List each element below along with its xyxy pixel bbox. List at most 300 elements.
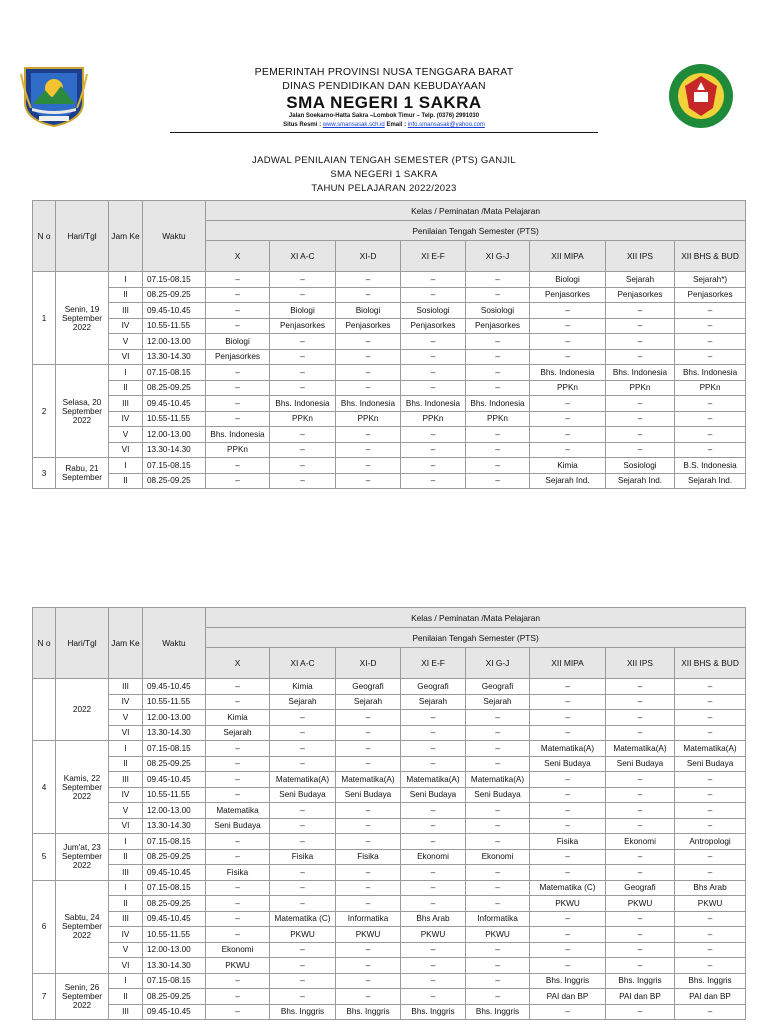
subject-cell: PPKn bbox=[530, 380, 606, 396]
subject-cell: – bbox=[270, 287, 336, 303]
subject-cell: – bbox=[336, 458, 401, 474]
subject-cell: Penjasorkes bbox=[530, 287, 606, 303]
subject-cell: – bbox=[675, 927, 746, 943]
subject-cell: Sejarah Ind. bbox=[606, 473, 675, 489]
period-time: 08.25-09.25 bbox=[143, 473, 206, 489]
table-row bbox=[33, 741, 746, 757]
subject-cell: – bbox=[606, 396, 675, 412]
header-no: N o bbox=[33, 201, 56, 272]
subject-cell: – bbox=[206, 896, 270, 912]
subject-cell: – bbox=[530, 803, 606, 819]
subject-cell: Sejarah bbox=[270, 694, 336, 710]
subject-cell: – bbox=[206, 880, 270, 896]
subject-cell: – bbox=[401, 803, 466, 819]
period-time: 09.45-10.45 bbox=[143, 772, 206, 788]
period-number: II bbox=[109, 380, 143, 396]
header-jam: Jam Ke bbox=[109, 608, 143, 679]
period-number: II bbox=[109, 989, 143, 1005]
subject-cell: – bbox=[466, 958, 530, 974]
table-row bbox=[33, 865, 746, 881]
subject-cell: – bbox=[401, 818, 466, 834]
school-name: SMA NEGERI 1 SAKRA bbox=[286, 93, 482, 112]
schedule-table-1 bbox=[32, 200, 746, 489]
subject-cell: PAI dan BP bbox=[675, 989, 746, 1005]
header-class-col: XII BHS & BUD bbox=[675, 241, 746, 272]
subject-cell: – bbox=[675, 427, 746, 443]
table-row bbox=[33, 349, 746, 365]
subject-cell: – bbox=[466, 818, 530, 834]
subject-cell: PPKn bbox=[401, 411, 466, 427]
subject-cell: – bbox=[466, 896, 530, 912]
subject-cell: – bbox=[336, 973, 401, 989]
period-time: 12.00-13.00 bbox=[143, 334, 206, 350]
subject-cell: Fisika bbox=[336, 849, 401, 865]
subject-cell: – bbox=[206, 989, 270, 1005]
subject-cell: – bbox=[530, 318, 606, 334]
subject-cell: – bbox=[206, 849, 270, 865]
subject-cell: – bbox=[206, 741, 270, 757]
table-row bbox=[33, 318, 746, 334]
subject-cell: – bbox=[606, 411, 675, 427]
period-time: 07.15-08.15 bbox=[143, 458, 206, 474]
subject-cell: Penjasorkes bbox=[401, 318, 466, 334]
period-number: III bbox=[109, 679, 143, 695]
table-row bbox=[33, 710, 746, 726]
subject-cell: – bbox=[606, 942, 675, 958]
day-date: Senin, 26 September 2022 bbox=[56, 973, 109, 1020]
subject-cell: – bbox=[530, 942, 606, 958]
subject-cell: – bbox=[336, 896, 401, 912]
header-class-col: XII BHS & BUD bbox=[675, 648, 746, 679]
subject-cell: Sejarah bbox=[606, 272, 675, 288]
subject-cell: – bbox=[606, 710, 675, 726]
subject-cell: Seni Budaya bbox=[675, 756, 746, 772]
period-time: 08.25-09.25 bbox=[143, 756, 206, 772]
period-time: 10.55-11.55 bbox=[143, 411, 206, 427]
period-time: 08.25-09.25 bbox=[143, 896, 206, 912]
period-time: 08.25-09.25 bbox=[143, 989, 206, 1005]
period-time: 12.00-13.00 bbox=[143, 803, 206, 819]
period-time: 12.00-13.00 bbox=[143, 427, 206, 443]
subject-cell: Matematika(A) bbox=[530, 741, 606, 757]
period-time: 09.45-10.45 bbox=[143, 911, 206, 927]
subject-cell: Bhs. Indonesia bbox=[206, 427, 270, 443]
subject-cell: Matematika(A) bbox=[401, 772, 466, 788]
subject-cell: Geografi bbox=[401, 679, 466, 695]
subject-cell: Bhs. Indonesia bbox=[675, 365, 746, 381]
subject-cell: – bbox=[466, 803, 530, 819]
table-row bbox=[33, 911, 746, 927]
subject-cell: – bbox=[466, 272, 530, 288]
subject-cell: – bbox=[401, 365, 466, 381]
subject-cell: – bbox=[336, 880, 401, 896]
subject-cell: Bhs. Inggris bbox=[466, 1004, 530, 1020]
subject-cell: Bhs Arab bbox=[401, 911, 466, 927]
subject-cell: – bbox=[270, 958, 336, 974]
subject-cell: Seni Budaya bbox=[336, 787, 401, 803]
header-time: Waktu bbox=[143, 608, 206, 679]
subject-cell: Bhs. Inggris bbox=[270, 1004, 336, 1020]
subject-cell: – bbox=[606, 318, 675, 334]
subject-cell: – bbox=[675, 958, 746, 974]
period-number: III bbox=[109, 772, 143, 788]
subject-cell: – bbox=[606, 958, 675, 974]
subject-cell: – bbox=[401, 710, 466, 726]
subject-cell: Sejarah bbox=[401, 694, 466, 710]
subject-cell: – bbox=[675, 694, 746, 710]
subject-cell: Bhs. Indonesia bbox=[270, 396, 336, 412]
subject-cell: – bbox=[675, 396, 746, 412]
day-date: Senin, 19 September 2022 bbox=[56, 272, 109, 365]
subject-cell: – bbox=[466, 741, 530, 757]
subject-cell: – bbox=[270, 942, 336, 958]
subject-cell: – bbox=[466, 865, 530, 881]
subject-cell: – bbox=[466, 942, 530, 958]
subject-cell: – bbox=[530, 411, 606, 427]
subject-cell: – bbox=[466, 458, 530, 474]
table-row bbox=[33, 365, 746, 381]
subject-cell: – bbox=[206, 318, 270, 334]
subject-cell: – bbox=[270, 865, 336, 881]
subject-cell: – bbox=[336, 380, 401, 396]
period-number: V bbox=[109, 803, 143, 819]
period-number: I bbox=[109, 365, 143, 381]
period-time: 07.15-08.15 bbox=[143, 834, 206, 850]
subject-cell: PKWU bbox=[206, 958, 270, 974]
header-class-col: XII MIPA bbox=[530, 648, 606, 679]
subject-cell: – bbox=[401, 272, 466, 288]
period-time: 09.45-10.45 bbox=[143, 396, 206, 412]
subject-cell: Informatika bbox=[336, 911, 401, 927]
subject-cell: – bbox=[675, 303, 746, 319]
table-row bbox=[33, 989, 746, 1005]
header-class-col: XI-D bbox=[336, 648, 401, 679]
subject-cell: – bbox=[206, 365, 270, 381]
subject-cell: – bbox=[336, 334, 401, 350]
day-date: Jum'at, 23 September 2022 bbox=[56, 834, 109, 881]
subject-cell: Geografi bbox=[606, 880, 675, 896]
header-class-col: XI E-F bbox=[401, 241, 466, 272]
header-class-col: XII IPS bbox=[606, 241, 675, 272]
subject-cell: – bbox=[606, 334, 675, 350]
period-number: II bbox=[109, 287, 143, 303]
subject-cell: – bbox=[270, 710, 336, 726]
subject-cell: – bbox=[270, 834, 336, 850]
period-time: 13.30-14.30 bbox=[143, 725, 206, 741]
subject-cell: – bbox=[530, 349, 606, 365]
subject-cell: – bbox=[336, 349, 401, 365]
table-row bbox=[33, 411, 746, 427]
table-row bbox=[33, 380, 746, 396]
subject-cell: – bbox=[530, 865, 606, 881]
header-row bbox=[33, 608, 746, 628]
subject-cell: Bhs. Inggris bbox=[336, 1004, 401, 1020]
header-class-col: XII IPS bbox=[606, 648, 675, 679]
subject-cell: – bbox=[606, 818, 675, 834]
subject-cell: – bbox=[530, 787, 606, 803]
subject-cell: – bbox=[530, 1004, 606, 1020]
subject-cell: – bbox=[336, 756, 401, 772]
subject-cell: – bbox=[675, 349, 746, 365]
subject-cell: – bbox=[675, 911, 746, 927]
period-number: III bbox=[109, 865, 143, 881]
table-row bbox=[33, 880, 746, 896]
subject-cell: – bbox=[606, 694, 675, 710]
subject-cell: – bbox=[270, 473, 336, 489]
table-row bbox=[33, 1004, 746, 1020]
subject-cell: – bbox=[401, 942, 466, 958]
subject-cell: – bbox=[466, 880, 530, 896]
subject-cell: – bbox=[401, 473, 466, 489]
subject-cell: – bbox=[466, 442, 530, 458]
website-link[interactable]: www.smansasak.sch.id bbox=[322, 122, 385, 128]
table-row bbox=[33, 303, 746, 319]
header-class-col: XI A-C bbox=[270, 648, 336, 679]
subject-cell: – bbox=[206, 458, 270, 474]
doc-year: TAHUN PELAJARAN 2022/2023 bbox=[311, 183, 457, 194]
header-group: Kelas / Peminatan /Mata Pelajaran bbox=[206, 608, 746, 628]
table-row bbox=[33, 973, 746, 989]
period-time: 13.30-14.30 bbox=[143, 442, 206, 458]
subject-cell: – bbox=[206, 396, 270, 412]
subject-cell: – bbox=[401, 349, 466, 365]
header-class-col: XI G-J bbox=[466, 648, 530, 679]
subject-cell: – bbox=[675, 725, 746, 741]
period-number: I bbox=[109, 272, 143, 288]
subject-cell: – bbox=[206, 411, 270, 427]
subject-cell: – bbox=[675, 318, 746, 334]
subject-cell: Penjasorkes bbox=[270, 318, 336, 334]
period-number: I bbox=[109, 741, 143, 757]
period-number: VI bbox=[109, 442, 143, 458]
subject-cell: – bbox=[206, 1004, 270, 1020]
subject-cell: – bbox=[530, 772, 606, 788]
day-number: 4 bbox=[33, 741, 56, 834]
subject-cell: Bhs. Indonesia bbox=[530, 365, 606, 381]
subject-cell: – bbox=[206, 772, 270, 788]
email-link[interactable]: info.smansasak@yahoo.com bbox=[407, 122, 485, 128]
period-number: II bbox=[109, 849, 143, 865]
period-number: V bbox=[109, 334, 143, 350]
subject-cell: – bbox=[530, 849, 606, 865]
day-number: 3 bbox=[33, 458, 56, 489]
subject-cell: – bbox=[336, 958, 401, 974]
period-time: 10.55-11.55 bbox=[143, 927, 206, 943]
subject-cell: Sejarah bbox=[466, 694, 530, 710]
subject-cell: PKWU bbox=[336, 927, 401, 943]
subject-cell: – bbox=[270, 725, 336, 741]
subject-cell: – bbox=[675, 818, 746, 834]
doc-school: SMA NEGERI 1 SAKRA bbox=[330, 169, 438, 180]
day-number: 5 bbox=[33, 834, 56, 881]
subject-cell: – bbox=[606, 803, 675, 819]
subject-cell: Kimia bbox=[530, 458, 606, 474]
subject-cell: Sejarah bbox=[336, 694, 401, 710]
subject-cell: – bbox=[206, 272, 270, 288]
subject-cell: – bbox=[206, 927, 270, 943]
subject-cell: – bbox=[401, 896, 466, 912]
subject-cell: – bbox=[530, 818, 606, 834]
header-subgroup: Penilaian Tengah Semester (PTS) bbox=[206, 221, 746, 241]
subject-cell: Geografi bbox=[466, 679, 530, 695]
table-row bbox=[33, 927, 746, 943]
period-time: 07.15-08.15 bbox=[143, 973, 206, 989]
subject-cell: PPKn bbox=[675, 380, 746, 396]
subject-cell: PKWU bbox=[466, 927, 530, 943]
subject-cell: Matematika(A) bbox=[270, 772, 336, 788]
subject-cell: Penjasorkes bbox=[675, 287, 746, 303]
table-row bbox=[33, 725, 746, 741]
table-row bbox=[33, 849, 746, 865]
subject-cell: – bbox=[270, 272, 336, 288]
day-date: Rabu, 21 September bbox=[56, 458, 109, 489]
subject-cell: Biologi bbox=[336, 303, 401, 319]
subject-cell: – bbox=[530, 427, 606, 443]
subject-cell: Penjasorkes bbox=[466, 318, 530, 334]
subject-cell: Penjasorkes bbox=[206, 349, 270, 365]
period-time: 13.30-14.30 bbox=[143, 958, 206, 974]
subject-cell: – bbox=[401, 880, 466, 896]
subject-cell: – bbox=[606, 679, 675, 695]
subject-cell: Matematika (C) bbox=[270, 911, 336, 927]
subject-cell: – bbox=[530, 927, 606, 943]
subject-cell: – bbox=[270, 973, 336, 989]
subject-cell: PPKn bbox=[336, 411, 401, 427]
subject-cell: – bbox=[530, 303, 606, 319]
period-number: V bbox=[109, 710, 143, 726]
subject-cell: Ekonomi bbox=[206, 942, 270, 958]
subject-cell: – bbox=[336, 287, 401, 303]
subject-cell: – bbox=[270, 365, 336, 381]
period-number: I bbox=[109, 834, 143, 850]
subject-cell: – bbox=[606, 349, 675, 365]
period-number: II bbox=[109, 756, 143, 772]
subject-cell: – bbox=[466, 365, 530, 381]
gov-line: PEMERINTAH PROVINSI NUSA TENGGARA BARAT bbox=[254, 66, 514, 78]
period-time: 07.15-08.15 bbox=[143, 880, 206, 896]
day-number: 2 bbox=[33, 365, 56, 458]
subject-cell: Penjasorkes bbox=[606, 287, 675, 303]
subject-cell: – bbox=[466, 473, 530, 489]
contact-line bbox=[0, 122, 768, 128]
subject-cell: PAI dan BP bbox=[606, 989, 675, 1005]
subject-cell: Matematika(A) bbox=[336, 772, 401, 788]
subject-cell: – bbox=[675, 710, 746, 726]
subject-cell: – bbox=[401, 865, 466, 881]
period-time: 12.00-13.00 bbox=[143, 710, 206, 726]
subject-cell: – bbox=[336, 942, 401, 958]
subject-cell: – bbox=[466, 989, 530, 1005]
school-address: Jalan Soekarno-Hatta Sakra –Lombok Timur – Telp. (0376) 2991030 bbox=[288, 113, 480, 119]
table-row bbox=[33, 756, 746, 772]
subject-cell: – bbox=[206, 787, 270, 803]
subject-cell: Sosiologi bbox=[606, 458, 675, 474]
period-time: 08.25-09.25 bbox=[143, 287, 206, 303]
period-number: I bbox=[109, 973, 143, 989]
subject-cell: – bbox=[401, 458, 466, 474]
subject-cell: – bbox=[270, 880, 336, 896]
period-time: 08.25-09.25 bbox=[143, 380, 206, 396]
subject-cell: PPKn bbox=[606, 380, 675, 396]
header-divider bbox=[170, 132, 598, 133]
subject-cell: PKWU bbox=[675, 896, 746, 912]
subject-cell: Geografi bbox=[336, 679, 401, 695]
header-jam: Jam Ke bbox=[109, 201, 143, 272]
period-number: II bbox=[109, 473, 143, 489]
period-time: 13.30-14.30 bbox=[143, 818, 206, 834]
subject-cell: – bbox=[466, 349, 530, 365]
period-time: 07.15-08.15 bbox=[143, 365, 206, 381]
subject-cell: – bbox=[466, 756, 530, 772]
subject-cell: – bbox=[606, 865, 675, 881]
subject-cell: – bbox=[530, 679, 606, 695]
subject-cell: PKWU bbox=[401, 927, 466, 943]
period-number: I bbox=[109, 880, 143, 896]
subject-cell: Matematika(A) bbox=[606, 741, 675, 757]
subject-cell: – bbox=[606, 427, 675, 443]
subject-cell: – bbox=[466, 380, 530, 396]
subject-cell: – bbox=[206, 303, 270, 319]
subject-cell: – bbox=[206, 287, 270, 303]
subject-cell: Seni Budaya bbox=[206, 818, 270, 834]
table-row bbox=[33, 772, 746, 788]
period-number: VI bbox=[109, 349, 143, 365]
subject-cell: Bhs. Inggris bbox=[530, 973, 606, 989]
subject-cell: Matematika bbox=[206, 803, 270, 819]
email-label: Email : bbox=[384, 122, 408, 128]
subject-cell: Biologi bbox=[206, 334, 270, 350]
subject-cell: PKWU bbox=[530, 896, 606, 912]
subject-cell: – bbox=[206, 694, 270, 710]
subject-cell: – bbox=[606, 911, 675, 927]
period-time: 07.15-08.15 bbox=[143, 272, 206, 288]
period-time: 12.00-13.00 bbox=[143, 942, 206, 958]
subject-cell: – bbox=[336, 473, 401, 489]
period-number: IV bbox=[109, 927, 143, 943]
subject-cell: – bbox=[270, 756, 336, 772]
period-time: 10.55-11.55 bbox=[143, 318, 206, 334]
subject-cell: Antropologi bbox=[675, 834, 746, 850]
subject-cell: – bbox=[336, 427, 401, 443]
subject-cell: Biologi bbox=[530, 272, 606, 288]
subject-cell: – bbox=[466, 834, 530, 850]
period-number: II bbox=[109, 896, 143, 912]
subject-cell: Kimia bbox=[206, 710, 270, 726]
day-number: 7 bbox=[33, 973, 56, 1020]
subject-cell: PPKn bbox=[466, 411, 530, 427]
header-subgroup: Penilaian Tengah Semester (PTS) bbox=[206, 628, 746, 648]
subject-cell: Bhs. Inggris bbox=[401, 1004, 466, 1020]
site-label: Situs Resmi : bbox=[283, 122, 323, 128]
subject-cell: PPKn bbox=[270, 411, 336, 427]
day-date: Kamis, 22 September 2022 bbox=[56, 741, 109, 834]
subject-cell: – bbox=[206, 911, 270, 927]
header-class-col: X bbox=[206, 241, 270, 272]
subject-cell: PPKn bbox=[206, 442, 270, 458]
subject-cell: – bbox=[401, 834, 466, 850]
period-number: V bbox=[109, 427, 143, 443]
subject-cell: – bbox=[675, 1004, 746, 1020]
subject-cell: – bbox=[401, 442, 466, 458]
subject-cell: – bbox=[530, 694, 606, 710]
period-number: IV bbox=[109, 318, 143, 334]
period-time: 10.55-11.55 bbox=[143, 694, 206, 710]
period-number: IV bbox=[109, 694, 143, 710]
subject-cell: – bbox=[206, 380, 270, 396]
day-date: 2022 bbox=[56, 679, 109, 741]
period-time: 09.45-10.45 bbox=[143, 1004, 206, 1020]
day-date: Selasa, 20 September 2022 bbox=[56, 365, 109, 458]
